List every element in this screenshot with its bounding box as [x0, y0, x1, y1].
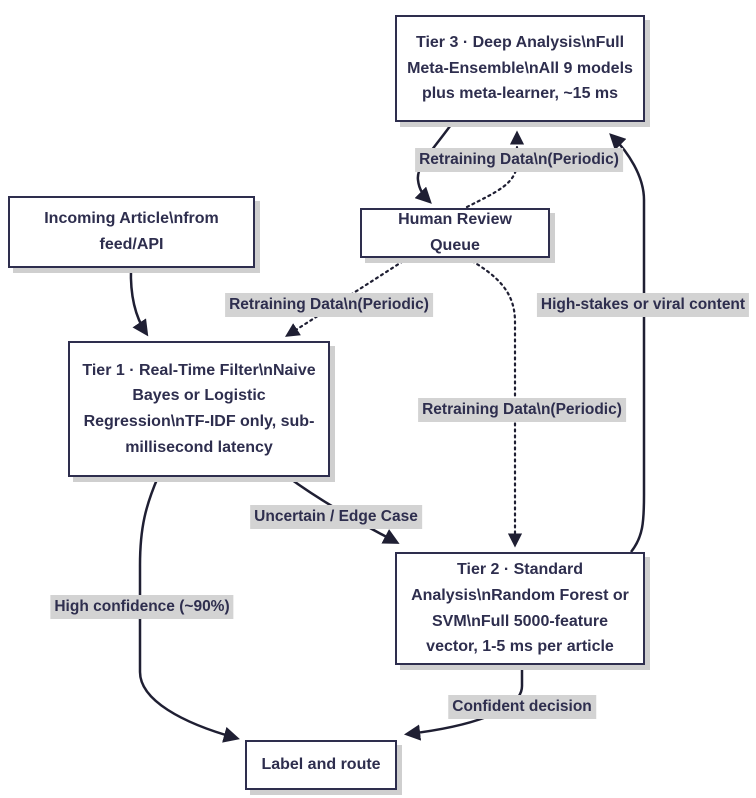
- edge-label-high-stakes: High-stakes or viral content: [537, 293, 749, 317]
- node-label-and-route: [245, 740, 397, 790]
- node-tier2: [395, 552, 645, 665]
- edge-label-retraining-data-top: Retraining Data\n(Periodic): [415, 148, 623, 172]
- node-tier2-label: Tier 2 · Standard Analysis\nRandom Forest or SVM\nFull 5000-feature vector, 1-5 ms per article: [411, 561, 629, 656]
- node-incoming-article-label: Incoming Article\nfrom feed/API: [44, 210, 219, 253]
- node-tier1-label: Tier 1 · Real-Time Filter\nNaive Bayes or Logistic Regression\nTF-IDF only, sub-millisecond latency: [82, 361, 316, 456]
- node-tier3-label: Tier 3 · Deep Analysis\nFull Meta-Ensemble\nAll 9 models plus meta-learner, ~15 ms: [407, 34, 633, 103]
- edge-incoming-to-tier1: [131, 268, 146, 333]
- edge-label-high-confidence: High confidence (~90%): [50, 595, 233, 619]
- node-label-and-route-label: Label and route: [261, 756, 381, 774]
- node-human-review-queue-label: Human Review Queue: [398, 211, 512, 254]
- node-tier1: [68, 341, 330, 477]
- node-human-review-queue: [360, 208, 550, 258]
- edge-label-retraining-data-left: Retraining Data\n(Periodic): [225, 293, 433, 317]
- edge-label-confident-decision: Confident decision: [448, 695, 596, 719]
- node-tier3: [395, 15, 645, 122]
- edge-tier2-to-tier3: [612, 136, 644, 552]
- node-incoming-article: [8, 196, 255, 268]
- edge-label-retraining-data-mid: Retraining Data\n(Periodic): [418, 398, 626, 422]
- edge-label-uncertain-edge-case: Uncertain / Edge Case: [250, 505, 422, 529]
